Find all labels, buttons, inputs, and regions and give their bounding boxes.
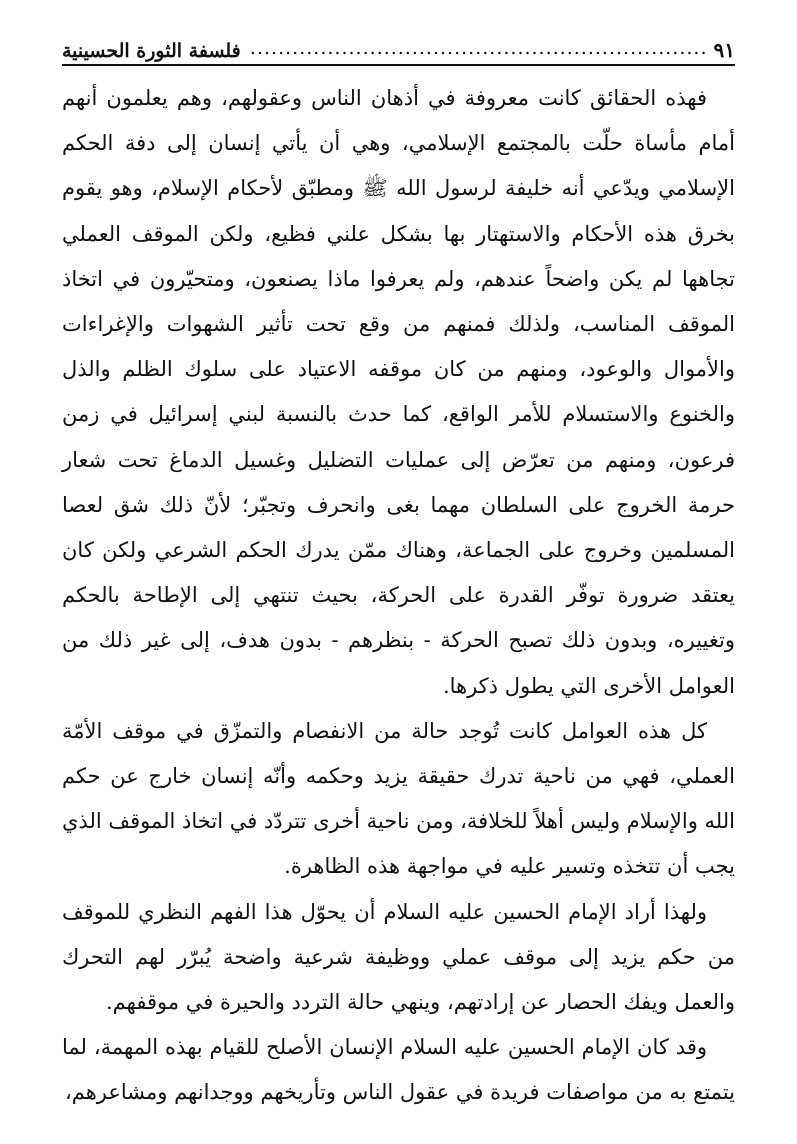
paragraph: وقد كان الإمام الحسين عليه السلام الإنسان الأصلح للقيام بهذه المهمة، لما يتمتع به من مواصفات فريدة في عقول الناس وتأريخهم ووجدانهم ومشاعرهم، [62, 1035, 735, 1105]
header-dot-leader [247, 37, 708, 59]
paragraph: ولهذا أراد الإمام الحسين عليه السلام أن يحوّل هذا الفهم النظري للموقف من حكم يزيد إلى موقف عملي ووظيفة شرعية واضحة يُبرّر لهم التحرك والعمل ويفك الحصار عن إرادتهم، وينهي حالة التردد والحيرة في موقفهم. [62, 899, 735, 1015]
running-header [62, 28, 735, 66]
paragraph: فهذه الحقائق كانت معروفة في أذهان الناس وعقولهم، وهم يعلمون أنهم أمام مأساة حلّت بالمجتمع الإسلامي، وهي أن يأتي إنسان إلى دفة الحكم الإسلامي ويدّعي أنه خليفة لرسول الله ﷺ ومطبّق لأحكام الإسلام، وهو يقوم بخرق هذه الأحكام والاستهتار بها بشكل علني فظيع، ولكن الموقف العملي تجاهها لم يكن واضحاً عندهم، ولم يعرفوا ماذا يصنعون، ومتحيّرون في اتخاذ الموقف المناسب، ولذلك فمنهم من وقع تحت تأثير الشهوات والإغراءات والأموال والوعود، ومنهم من كان موقفه الاعتياد على سلوك الظلم والذل والخنوع والاستسلام للأمر الواقع، كما حدث بالنسبة لبني إسرائيل في زمن فرعون، ومنهم من تعرّض إلى عمليات التضليل وغسيل الدماغ تحت شعار حرمة الخروج على السلطان مهما بغى وانحرف وتجبّر؛ لأنّ ذلك شق لعصا المسلمين وخروج على الجماعة، وهناك ممّن يدرك الحكم الشرعي ولكن كان يعتقد ضرورة توفّر القدرة على الحركة، بحيث تنتهي إلى الإطاحة بالحكم وتغييره، وبدون ذلك تصبح الحركة - بنظرهم - بدون هدف، إلى غير ذلك من العوامل الأخرى التي يطول ذكرها. [62, 86, 735, 698]
page-number: ٩١ [713, 38, 735, 62]
body-text [62, 76, 735, 1116]
paragraph: كل هذه العوامل كانت تُوجد حالة من الانفصام والتمزّق في موقف الأمّة العملي، فهي من ناحية تدرك حقيقة يزيد وحكمه وأنّه إنسان خارج عن حكم الله والإسلام وليس أهلاً للخلافة، ومن ناحية أخرى تتردّد في اتخاذ الموقف الذي يجب أن تتخذه وتسير عليه في مواجهة هذه الظاهرة. [62, 718, 735, 879]
book-title: فلسفة الثورة الحسينية [62, 40, 241, 62]
